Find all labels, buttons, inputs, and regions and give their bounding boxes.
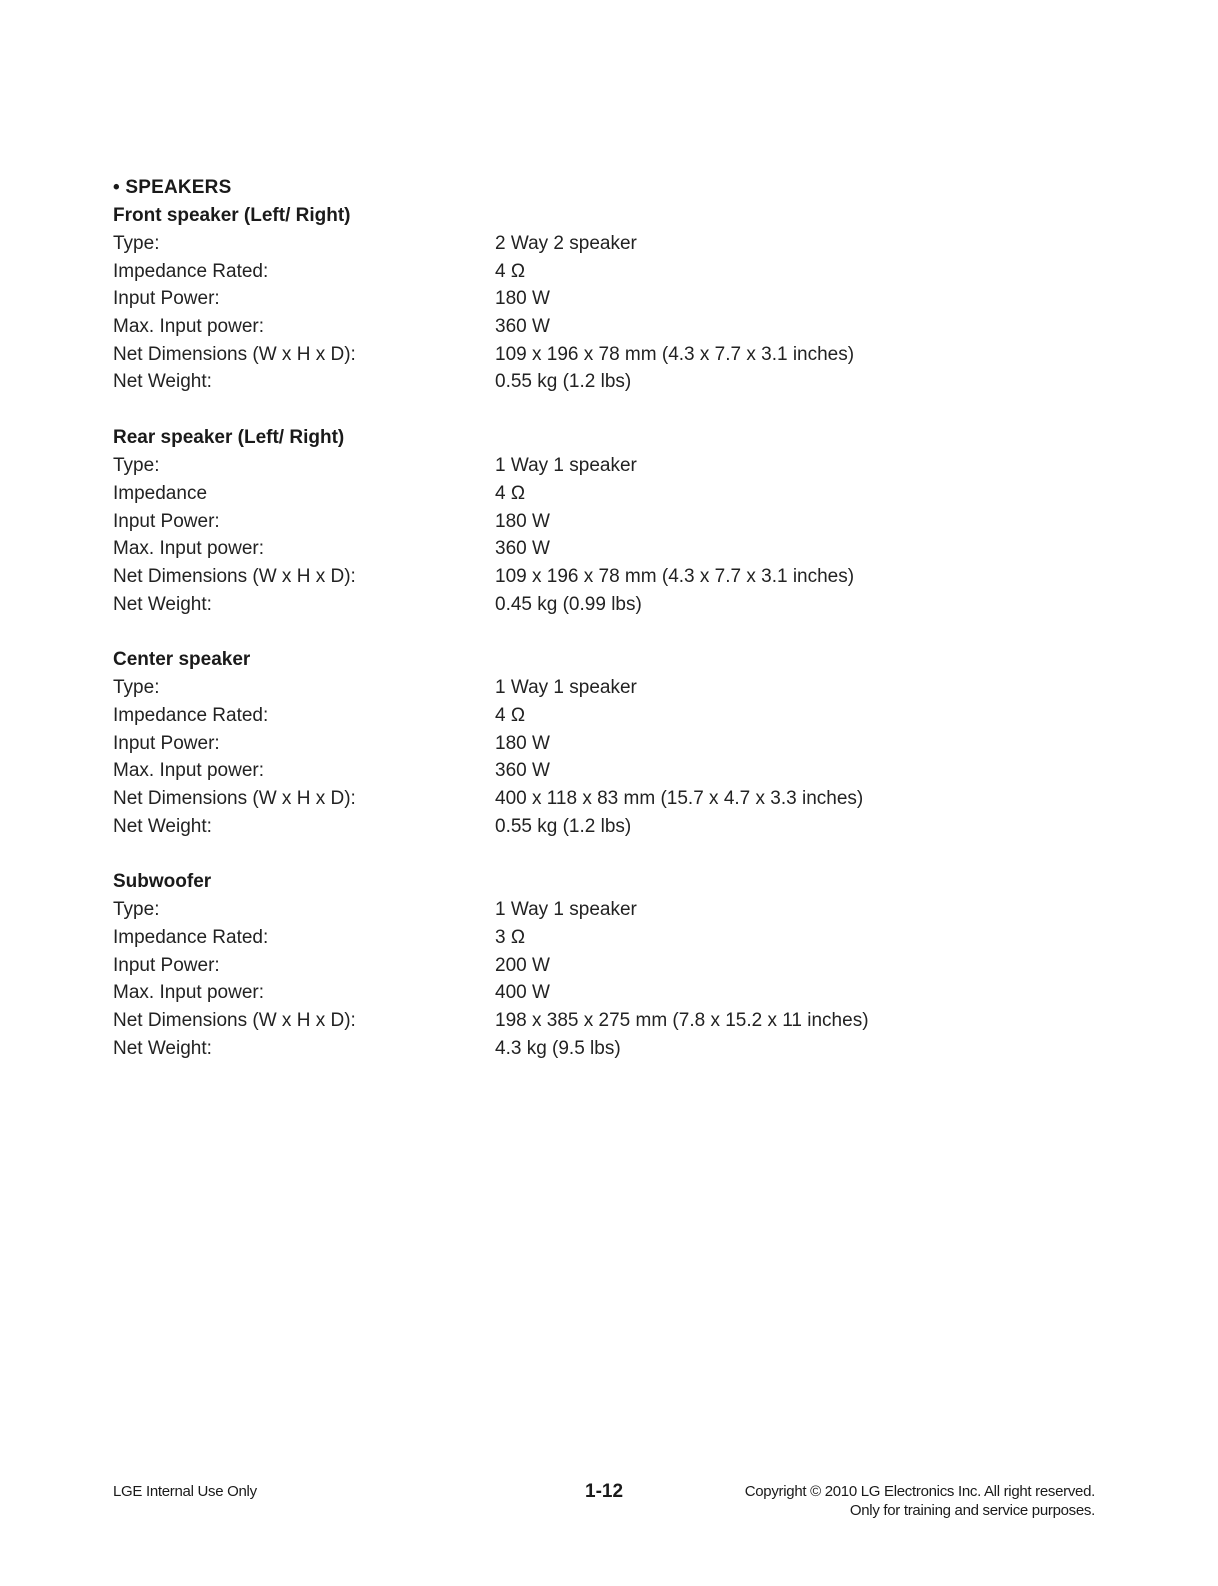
- spec-label: Type:: [113, 233, 160, 254]
- spec-row: [113, 813, 1113, 841]
- spec-value: 180 W: [495, 732, 550, 754]
- spec-row: [113, 230, 1113, 258]
- spec-label: Impedance Rated:: [113, 260, 269, 282]
- footer-internal-use: LGE Internal Use Only: [113, 1483, 257, 1500]
- section-title: Subwoofer: [113, 871, 212, 893]
- spec-row: [113, 591, 1113, 619]
- spec-row: [113, 785, 1113, 813]
- spec-row: [113, 480, 1113, 508]
- spec-value: 400 x 118 x 83 mm (15.7 x 4.7 x 3.3 inches): [495, 788, 864, 809]
- spec-label: Net Weight:: [113, 1037, 212, 1059]
- spec-row: [113, 368, 1113, 396]
- spec-row: [113, 730, 1113, 758]
- spec-label: Max. Input power:: [113, 538, 265, 560]
- spec-value: 4 Ω: [495, 482, 526, 504]
- spec-row: [113, 258, 1113, 286]
- spec-value: 1 Way 1 speaker: [495, 455, 637, 477]
- spec-row: [113, 508, 1113, 536]
- spec-label: Input Power:: [113, 288, 220, 310]
- spec-label: Input Power:: [113, 510, 220, 532]
- spec-value: 0.45 kg (0.99 lbs): [495, 593, 642, 615]
- spec-row: [113, 979, 1113, 1007]
- spec-row: [113, 452, 1113, 480]
- spec-label: Net Dimensions (W x H x D):: [113, 343, 356, 365]
- spec-value: 180 W: [495, 288, 550, 310]
- spec-label: Type:: [113, 899, 160, 921]
- spec-section-subwoofer: [113, 868, 1113, 1062]
- spec-label: Max. Input power:: [113, 982, 265, 1004]
- spec-value: 1 Way 1 speaker: [495, 899, 637, 921]
- spec-value: 180 W: [495, 510, 550, 532]
- spec-row: [113, 341, 1113, 369]
- spec-label: Net Weight:: [113, 815, 212, 837]
- spec-label: Max. Input power:: [113, 760, 265, 782]
- section-title: Center speaker: [113, 649, 251, 671]
- spec-row: [113, 313, 1113, 341]
- spec-value: 360 W: [495, 760, 550, 782]
- page-number: 1-12: [585, 1481, 624, 1502]
- spec-row: [113, 952, 1113, 980]
- spec-value: 400 W: [495, 982, 550, 1004]
- spec-label: Impedance Rated:: [113, 927, 269, 949]
- spec-value: 360 W: [495, 538, 550, 560]
- spec-value: 3 Ω: [495, 927, 526, 949]
- spec-row: [113, 563, 1113, 591]
- spec-section-front: [113, 202, 1113, 396]
- spec-value: 109 x 196 x 78 mm (4.3 x 7.7 x 3.1 inches): [495, 343, 855, 365]
- spec-value: 1 Way 1 speaker: [495, 677, 637, 699]
- spec-row: [113, 285, 1113, 313]
- spec-section-center: [113, 646, 1113, 840]
- section-title: Front speaker (Left/ Right): [113, 205, 351, 226]
- spec-label: Type:: [113, 677, 160, 699]
- spec-row: [113, 896, 1113, 924]
- spec-label: Net Weight:: [113, 371, 212, 393]
- spec-value: 0.55 kg (1.2 lbs): [495, 815, 632, 837]
- spec-row: [113, 757, 1113, 785]
- spec-label: Net Weight:: [113, 593, 212, 615]
- spec-label: Net Dimensions (W x H x D):: [113, 565, 356, 587]
- spec-value: 109 x 196 x 78 mm (4.3 x 7.7 x 3.1 inches): [495, 565, 855, 587]
- spec-label: Type:: [113, 455, 160, 477]
- spec-row: [113, 1007, 1113, 1035]
- spec-value: 198 x 385 x 275 mm (7.8 x 15.2 x 11 inches): [495, 1010, 869, 1032]
- spec-label: Impedance: [113, 482, 208, 504]
- spec-value: 200 W: [495, 954, 550, 976]
- usage-note-line: Only for training and service purposes.: [849, 1502, 1095, 1519]
- footer-copyright: [745, 1482, 1095, 1520]
- spec-label: Max. Input power:: [113, 316, 265, 338]
- spec-row: [113, 1035, 1113, 1063]
- spec-value: 2 Way 2 speaker: [495, 233, 637, 254]
- spec-value: 4.3 kg (9.5 lbs): [495, 1037, 621, 1059]
- spec-label: Net Dimensions (W x H x D):: [113, 788, 356, 809]
- spec-label: Impedance Rated:: [113, 704, 269, 726]
- spec-value: 4 Ω: [495, 260, 526, 282]
- spec-value: 0.55 kg (1.2 lbs): [495, 371, 632, 393]
- spec-label: Input Power:: [113, 954, 220, 976]
- spec-label: Net Dimensions (W x H x D):: [113, 1010, 356, 1032]
- page-heading: • SPEAKERS: [113, 177, 232, 198]
- spec-document: [113, 174, 1113, 1063]
- copyright-line: Copyright © 2010 LG Electronics Inc. All right reserved.: [744, 1483, 1095, 1500]
- section-title: Rear speaker (Left/ Right): [113, 427, 345, 449]
- spec-value: 360 W: [495, 316, 550, 338]
- spec-row: [113, 924, 1113, 952]
- spec-label: Input Power:: [113, 732, 220, 754]
- spec-value: 4 Ω: [495, 704, 526, 726]
- spec-section-rear: [113, 424, 1113, 618]
- spec-row: [113, 674, 1113, 702]
- spec-row: [113, 702, 1113, 730]
- spec-row: [113, 535, 1113, 563]
